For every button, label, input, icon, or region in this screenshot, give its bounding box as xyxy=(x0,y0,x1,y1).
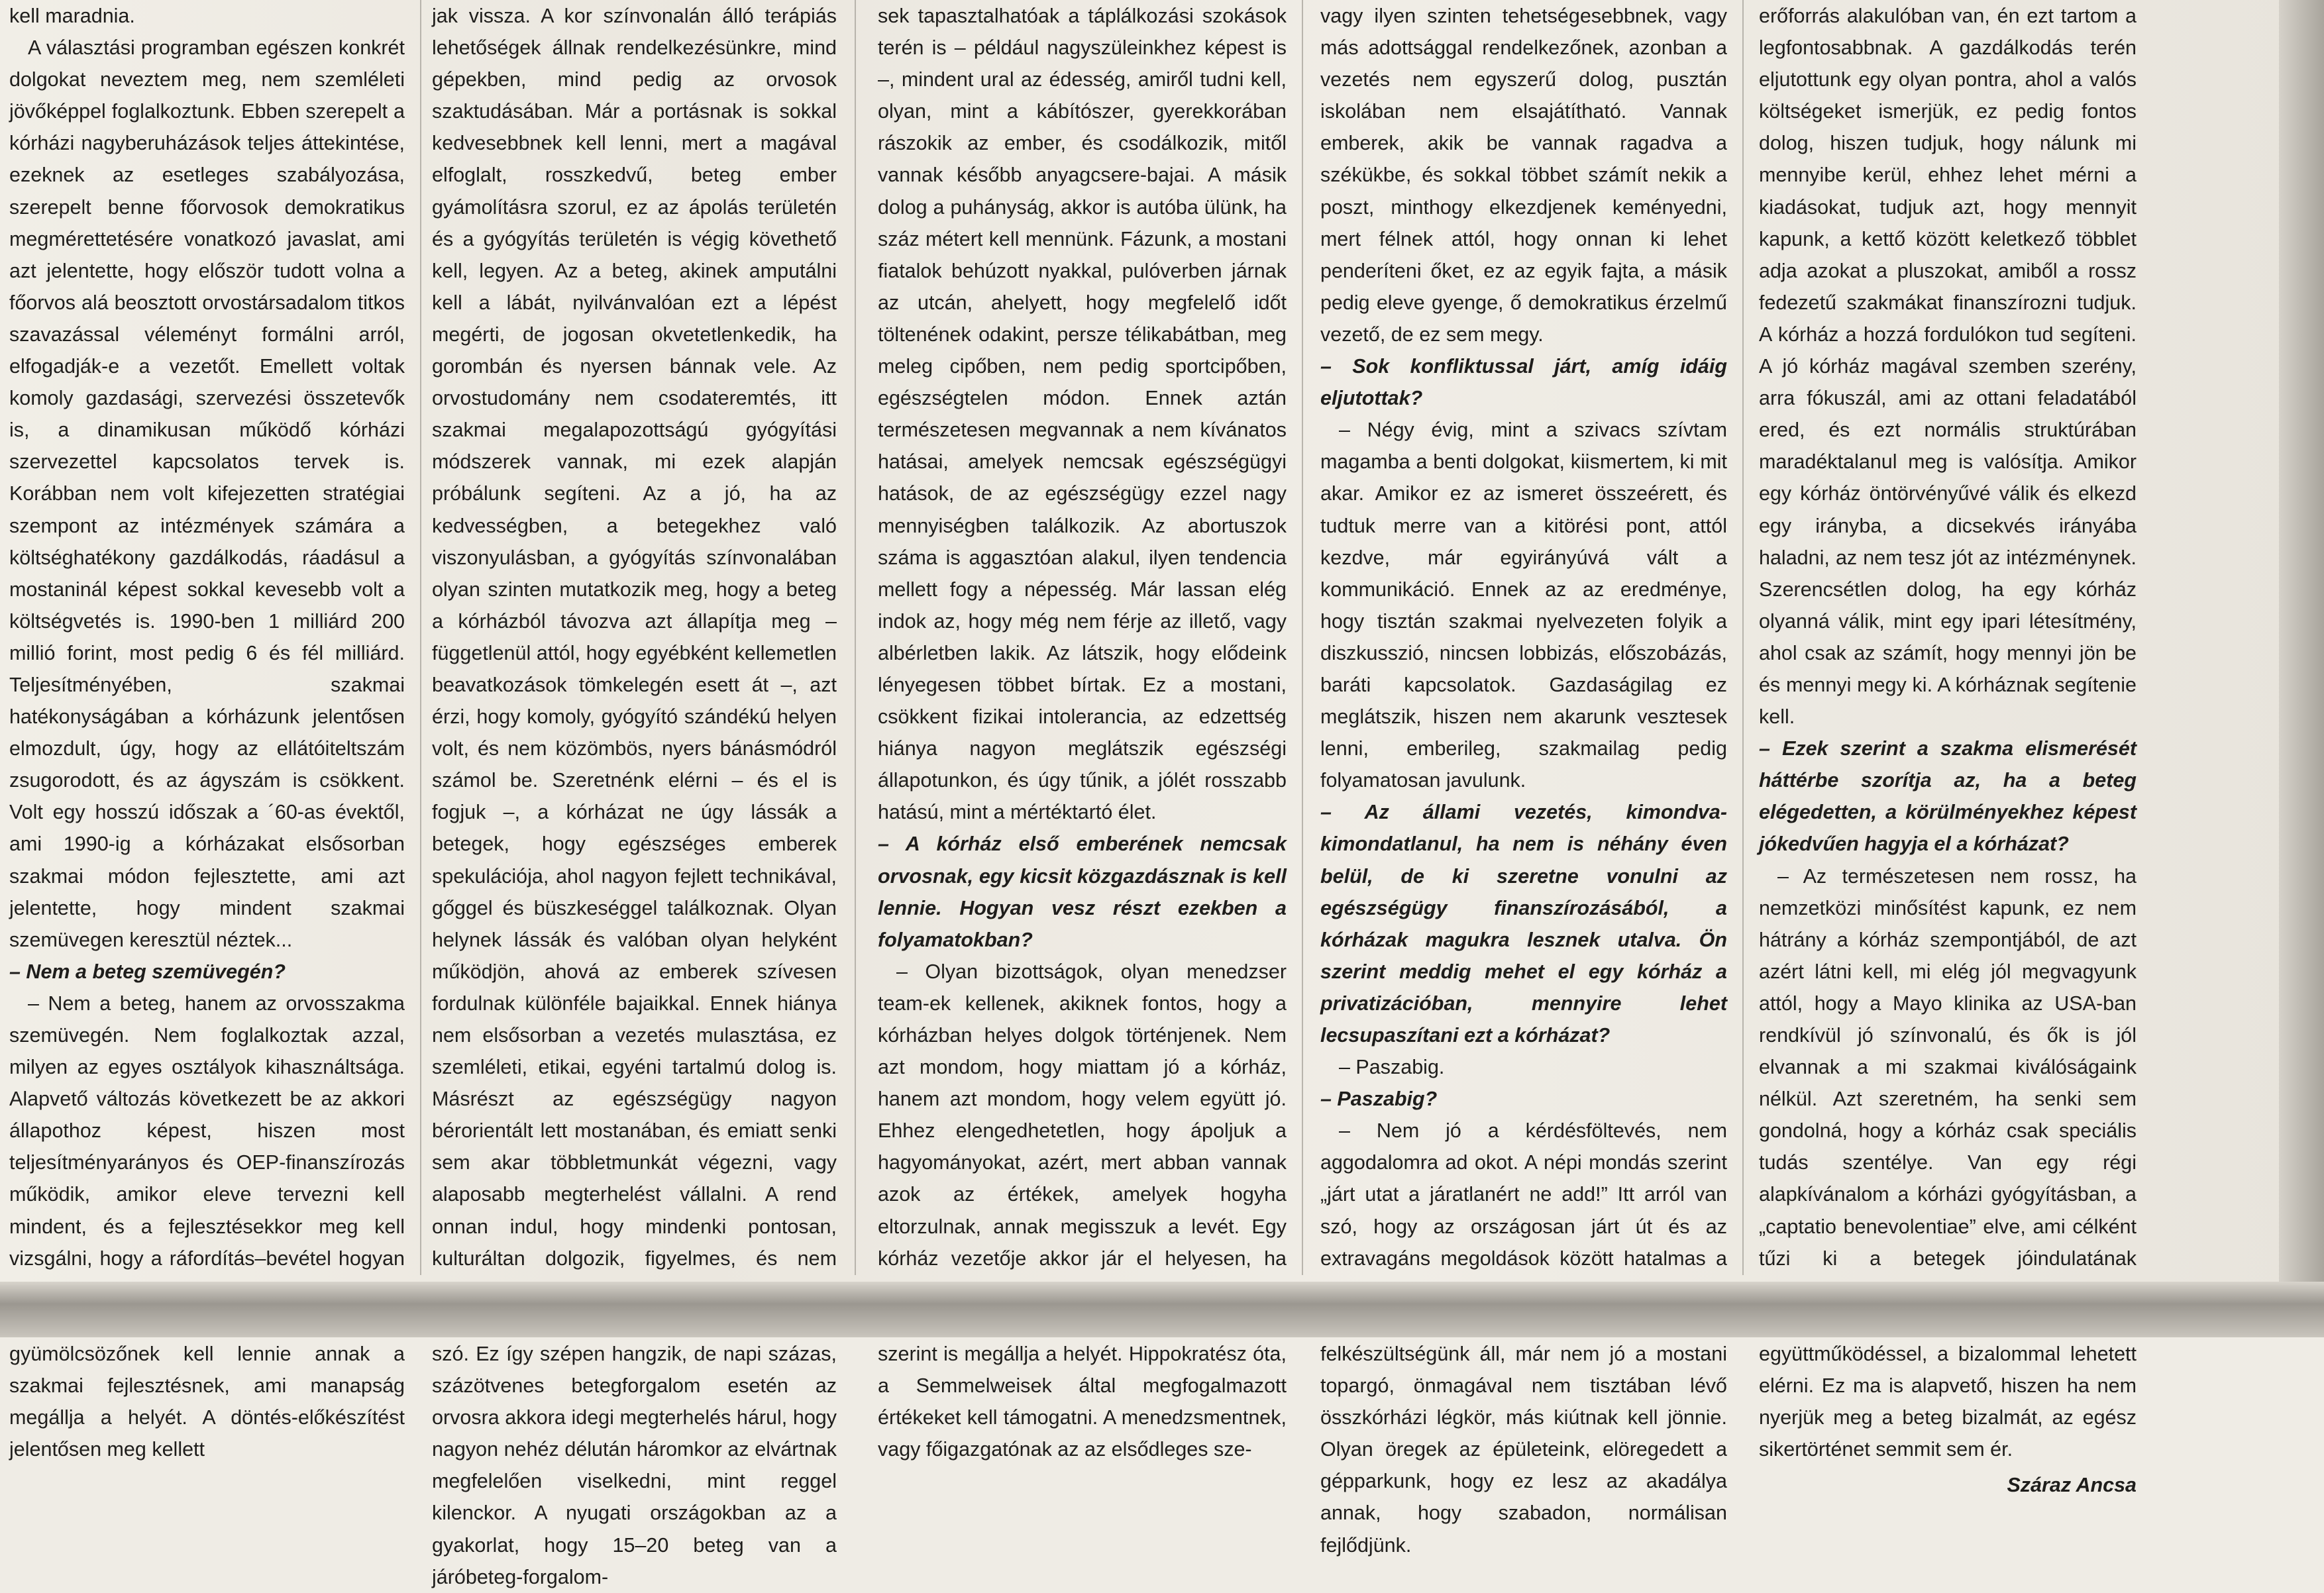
column-divider xyxy=(855,0,856,1275)
column-divider xyxy=(420,0,421,1275)
interview-question: – A kórház első emberének nemcsak orvosnak, egy kicsit közgazdásznak is kell lennie. Hogyan vesz részt ezekben a folyamatokban? xyxy=(878,833,1287,951)
column-divider xyxy=(1302,0,1303,1275)
interview-question: – Paszabig? xyxy=(1320,1088,1438,1111)
article-column-5 xyxy=(1759,0,2137,1497)
article-paragraph: – Az természetesen nem rossz, ha nemzetközi minősítést kapunk, ez nem hátrány a kórház szempontjából, de azt azért látni kell, mi elég jól megvagyunk attól, hogy a Mayo klinika az USA-ban rendkívül jó színvonalú, és ők is jól elvannak a mi szakmai kiválóságaink nélkül. Azt szeretném, ha senki sem gondolná, hogy a kórház csak speciális tudás szentélye. Van egy régi alapkívánalom a kórházi gyógyításban, a „captatio benevolentiae” elve, ami célként tűzi ki a betegek jóindulatának együttműködéssel, a bizalommal lehetett elérni. Ez ma is alapvető, hiszen ha nem nyerjük meg a beteg bizalmát, az egész sikertörténet semmit sem ér. xyxy=(1759,864,2137,1461)
article-column-4 xyxy=(1320,0,1727,1557)
article-paragraph: jak vissza. A kor színvonalán álló terápiás lehetőségek állnak rendelkezésünkre, mind gépekben, mind pedig az orvosok szaktudásában. Már a portásnak is sokkal kedvesebbnek kell lenni, mert a magával elfoglalt, rosszkedvű, beteg ember gyámolításra szorul, ez az ápolás területén és a gyógyítás területén is végig követhető kell, legyen. Az a beteg, akinek amputálni kell a lábát, nyilvánvalóan ezt a lépést megérti, de jogosan okvetetlenkedik, ha gorombán és nyersen bánnak vele. Az orvostudomány nem csodateremtés, itt szakmai megalapozottságú gyógyítási módszerek vannak, mi ezek alapján próbálunk segíteni. Az a jó, ha az kedvességben, a betegekhez való viszonyulásban, a gyógyítás színvonalában olyan szinten mutatkozik meg, hogy a beteg a kórházból távozva azt állapítja meg – függetlenül attól, hogy egyébként kellemetlen beavatkozások tömkelegén esett át –, azt érzi, hogy komoly, gyógyító szándékú helyen volt, és nem közömbös, nyers bánásmódról számol be. Szeretnénk elérni – és el is fogjuk –, a kórházat ne úgy lássák a betegek, hogy egészséges emberek spekulációja, ahol nagyon fejlett technikával, gőggel és büszkeséggel találkoznak. Olyan helynek lássák és valóban olyan helyként működjön, ahová az emberek szívesen fordulnak különféle bajaikkal. Ennek hiánya nem elsősorban a vezetés mulasztása, ez szemléleti, etikai, egyéni tartalmú dolog is. Másrészt az egészségügy nagyon bérorientált lett mostanában, és emiatt senki sem akar többletmunkát végezni, vagy alaposabb megterhelést vállalni. A rend onnan indul, hogy mindenki pontosan, kulturáltan dolgozik, figyelmes, és nem szó. Ez így szépen hangzik, de napi százas, százötvenes betegforgalom esetén az orvosra akkora idegi megterhelés hárul, hogy nagyon nehéz délután háromkor az elvártnak megfelelően viselkedni, mint reggel kilenckor. A nyugati országokban az a gyakorlat, hogy 15–20 beteg van a járóbeteg-forgalom- xyxy=(432,5,837,1588)
interview-question: – Az állami vezetés, kimondva-kimondatlanul, ha nem is néhány éven belül, de ki szeretne vonulni az egészségügy finanszírozásából, a kórházak magukra lesznek utalva. Ön szerint meddig mehet el egy kórház a privatizációban, mennyire lehet lecsupaszítani ezt a kórházat? xyxy=(1320,801,1727,1047)
page-bottom-edge xyxy=(0,1282,2324,1337)
column-divider xyxy=(1742,0,1744,1275)
article-paragraph: erőforrás alakulóban van, én ezt tartom a legfontosabbnak. A gazdálkodás terén eljutottunk egy olyan pontra, ahol a valós költségeket ismerjük, ez pedig fontos dolog, hiszen tudjuk, hogy nálunk mi mennyibe kerül, ehhez lehet mérni a kiadásokat, tudjuk azt, hogy mennyit kapunk, a kettő között keletkező többlet adja azokat a pluszokat, amiből a rossz fedezetű szakmákat finanszírozni tudjuk. A kórház a hozzá fordulókon tud segíteni. A jó kórház magával szemben szerény, arra fókuszál, ami az ottani feladatából ered, és ezt normális struktúrában maradéktalanul meg is valósítja. Amikor egy kórház öntörvényűvé válik és elkezd egy irányba, a dicsekvés irányába haladni, az nem tesz jót az intézménynek. Szerencsétlen dolog, ha egy kórház olyanná válik, mint egy ipari létesítmény, ahol csak az számít, hogy mennyi jön be és mennyi megy ki. A kórháznak segítenie kell. xyxy=(1759,5,2137,729)
article-paragraph: sek tapasztalhatóak a táplálkozási szokások terén is – például nagyszüleinkhez képest is –, mindent ural az édesség, amiről tudni kell, olyan, mint a kábítószer, gyerekkorában rászokik az ember, és csodálkozik, mitől vannak később anyagcsere-bajai. A másik dolog a puhányság, akkor is autóba ülünk, ha száz métert kell mennünk. Fázunk, a mostani fiatalok behúzott nyakkal, pulóverben járnak az utcán, ahelyett, hogy megfelelő időt töltenének odakint, persze télikabátban, meg meleg cipőben, nem pedig sportcipőben, egészségtelen módon. Ennek aztán természetesen megvannak a nem kívánatos hatásai, amelyek nemcsak egészségügyi hatások, de az egészségügy ezzel nagy mennyiségben találkozik. Az abortuszok száma is aggasztóan alakul, ilyen tendencia mellett fogy a népesség. Már lassan elég indok az, hogy még nem férje az illető, vagy albérletben lakik. Az látszik, hogy elődeink lényegesen többet bírtak. Ez a mostani, csökkent fizikai intolerancia, az edzettség hiánya nagyon meglátszik egészségi állapotunkon, és úgy tűnik, a jólét rosszabb hatású, mint a mértéktartó élet. xyxy=(878,5,1287,824)
interview-question: – Ezek szerint a szakma elismerését háttérbe szorítja az, ha a beteg elégedetten, a körülményekhez képest jókedvűen hagyja el a kórházat? xyxy=(1759,737,2137,856)
article-paragraph: vagy ilyen szinten tehetségesebbnek, vagy más adottsággal rendelkezőnek, azonban a vezetés nem egyszerű dolog, pusztán iskolában nem elsajátítható. Vannak emberek, akik be vannak ragadva a székükbe, és sokkal többet számít nekik a poszt, minthogy elkezdjenek keményedni, mert félnek attól, hogy onnan ki lehet penderíteni őket, ez az egyik fajta, a másik pedig eleve gyenge, ő demokratikus érzelmű vezető, de ez sem megy. xyxy=(1320,5,1727,346)
interview-question: – Sok konfliktussal járt, amíg idáig eljutottak? xyxy=(1320,355,1727,410)
author-byline: Száraz Ancsa xyxy=(2007,1474,2137,1497)
article-paragraph: A választási programban egészen konkrét dolgokat neveztem meg, nem szemléleti jövőképpel foglalkoztunk. Ebben szerepelt a kórházi nagyberuházások teljes áttekintése, ezeknek az esetleges szabályozása, szerepelt benne főorvosok demokratikus megmérettetésére vonatkozó javaslat, ami azt jelentette, hogy először tudott volna a főorvos alá beosztott orvostársadalom titkos szavazással véleményt formálni arról, elfogadják-e a vezetőt. Emellett voltak komoly gazdasági, szervezési összetevők is, a dinamikusan működő kórházi szervezettel kapcsolatos tervek is. Korábban nem volt kifejezetten stratégiai szempont az intézmények számára a költséghatékony gazdálkodás, ráadásul a mostaninál képest sokkal kevesebb volt a költségvetés is. 1990-ben 1 milliárd 200 millió forint, most pedig 6 és fél milliárd. Teljesítményében, szakmai hatékonyságában a kórházunk jelentősen elmozdult, úgy, hogy az ellátóiteltszám zsugorodott, és az ágyszám is csökkent. Volt egy hosszú időszak a ´60-as évektől, ami 1990-ig a kórházakat elsősorban szakmai módon fejlesztette, ami azt jelentette, hogy mindent szakmai szemüvegen keresztül néztek... xyxy=(9,36,405,951)
article-paragraph: – Nem jó a kérdésföltevés, nem aggodalomra ad okot. A népi mondás szerint „járt utat a járatlanért ne add!” Itt arról van szó, hogy az országosan járt út és az extravagáns megoldások között hatalmas a felkészültségünk áll, már nem jó a mostani topargó, önmagával nem tisztában lévő összkórházi légkör, más kiútnak kell jönnie. Olyan öregek az épületeink, elöregedett a gépparkunk, hogy ez lesz az akadálya annak, hogy szabadon, normálisan fejlődjünk. xyxy=(1320,1119,1727,1557)
article-column-2 xyxy=(432,0,837,1588)
article-paragraph: – Olyan bizottságok, olyan menedzser team-ek kellenek, akiknek fontos, hogy a kórházban helyes dolgok történjenek. Nem azt mondom, hogy miattam jó a kórház, hanem azt mondom, hogy velem együtt jó. Ehhez elengedhetetlen, hogy ápoljuk a hagyományokat, azért, mert abban vannak azok az értékek, amelyek hogyha eltorzulnak, annak megisszuk a levét. Egy kórház vezetője akkor jár el helyesen, ha szerint is megállja a helyét. Hippokratész óta, a Semmelweisek által megfogalmazott értékeket kell támogatni. A menedzsmentnek, vagy főigazgatónak az az elsődleges sze- xyxy=(878,960,1287,1461)
article-paragraph: – Paszabig. xyxy=(1339,1056,1445,1079)
article-column-1 xyxy=(9,0,405,1461)
article-paragraph: – Nem a beteg, hanem az orvosszakma szemüvegén. Nem foglalkoztak azzal, milyen az egyes osztályok kihasználtsága. Alapvető változás következett be az akkori állapothoz képest, hiszen most teljesítményarányos és OEP-finanszírozás működik, amikor eleve tervezni kell mindent, és a fejlesztésekkor meg kell vizsgálni, hogy a ráfordítás–bevétel hogyan gyümölcsözőnek kell lennie annak a szakmai fejlesztésnek, ami manapság megállja a helyét. A döntés-előkészítést jelentősen meg kellett xyxy=(9,992,405,1461)
interview-question: – Nem a beteg szemüvegén? xyxy=(9,960,286,983)
article-column-3 xyxy=(878,0,1287,1461)
article-paragraph: kell maradnia. xyxy=(9,5,135,27)
article-paragraph: – Négy évig, mint a szivacs szívtam magamba a benti dolgokat, kiismertem, ki mit akar. Amikor ez az ismeret összeérett, és tudtuk merre van a kitörési pont, attól kezdve, már egyirányúvá vált a kommunikáció. Ennek az az eredménye, hogy tisztán szakmai nyelvezeten folyik a diszkusszió, nincsen lobbizás, előszobázás, baráti kapcsolatok. Gazdaságilag ez meglátszik, hiszen nem akarunk vesztesek lenni, emberileg, szakmailag pedig folyamatosan javulunk. xyxy=(1320,419,1727,792)
page-edge xyxy=(2279,0,2324,1337)
